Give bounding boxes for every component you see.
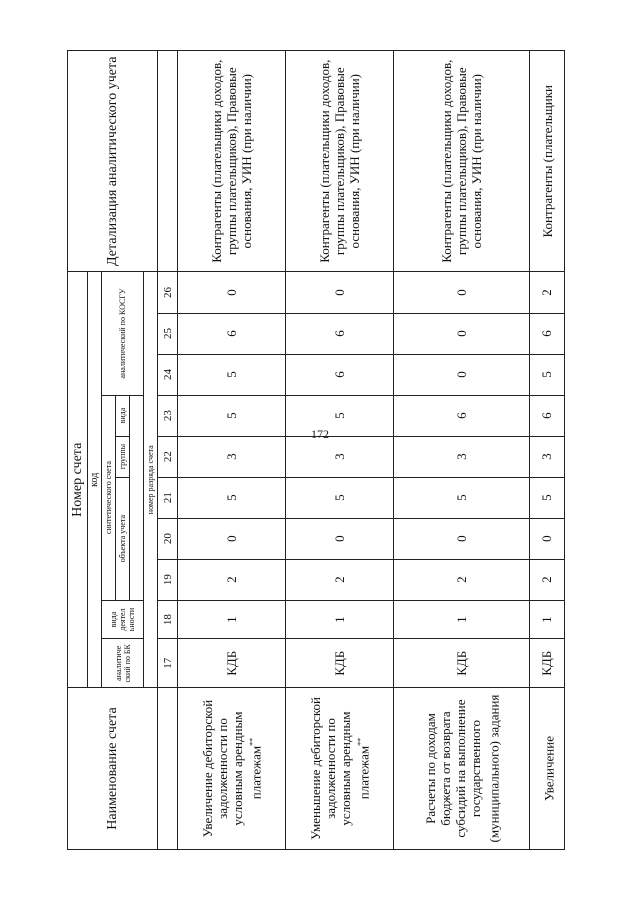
cell: КДБ [530,639,565,688]
cell: 3 [286,436,394,477]
header-analytic-kosgu: аналитический по КОСГУ [102,272,144,395]
cell: 0 [178,518,286,559]
header-synthetic: синтетического счета [102,395,116,600]
header-detail: Детализация аналитического учета [68,51,158,272]
cell: 0 [286,518,394,559]
header-digit-number: номер разряда счета [144,272,158,688]
table-row [530,51,565,850]
header-blank-detail [158,51,178,272]
header-empty-spacer [130,395,144,600]
cell: 3 [178,436,286,477]
cell: 6 [530,395,565,436]
row-detail: Контрагенты (плательщики [530,51,565,272]
cell: 5 [286,395,394,436]
digit-19: 19 [158,559,178,600]
cell: 6 [178,313,286,354]
row-detail: Контрагенты (плательщики доходов, группы плательщиков), Правовые основания, УИН (при наличии) [178,51,286,272]
digit-25: 25 [158,313,178,354]
cell: 2 [530,559,565,600]
digit-20: 20 [158,518,178,559]
cell: 0 [394,313,530,354]
cell: 0 [178,272,286,313]
page-number: 172 [311,427,329,441]
cell: 5 [530,354,565,395]
header-kind: вида [116,395,130,436]
cell: 2 [178,559,286,600]
header-name: Наименование счета [68,688,158,850]
cell: 6 [286,313,394,354]
digit-24: 24 [158,354,178,395]
cell: 0 [394,354,530,395]
header-code: код [88,272,102,688]
table-row [394,51,530,850]
row-name: Расчеты по доходам бюджета от возврата субсидий на выполнение государственного (муниципального) задания [394,688,530,850]
table-row [286,51,394,850]
cell: 5 [178,477,286,518]
digit-17: 17 [158,639,178,688]
cell: 0 [286,272,394,313]
header-object: объекта учета [116,477,130,600]
cell: 5 [530,477,565,518]
cell: 5 [286,477,394,518]
header-analytic-bk: аналитиче ский по БК [102,639,144,688]
digit-26: 26 [158,272,178,313]
cell: 1 [286,600,394,639]
cell: КДБ [178,639,286,688]
cell: 2 [286,559,394,600]
cell: 0 [394,272,530,313]
cell: КДБ [394,639,530,688]
cell: КДБ [286,639,394,688]
header-group: группы [116,436,130,477]
cell: 1 [530,600,565,639]
cell: 0 [530,518,565,559]
header-account-number: Номер счета [68,272,88,688]
cell: 6 [286,354,394,395]
digit-22: 22 [158,436,178,477]
row-detail: Контрагенты (плательщики доходов, группы плательщиков), Правовые основания, УИН (при наличии) [394,51,530,272]
cell: 5 [178,354,286,395]
row-name: Увеличение [530,688,565,850]
cell: 5 [394,477,530,518]
cell: 6 [394,395,530,436]
cell: 3 [394,436,530,477]
header-blank [158,688,178,850]
row-name: Увеличение дебиторской задолженности по условным арендным платежам** [178,688,286,850]
cell: 1 [394,600,530,639]
rotated-table-wrapper [67,50,565,850]
row-name: Уменьшение дебиторской задолженности по условным арендным платежам** [286,688,394,850]
digit-18: 18 [158,600,178,639]
digit-21: 21 [158,477,178,518]
cell: 1 [178,600,286,639]
cell: 0 [394,518,530,559]
digit-23: 23 [158,395,178,436]
cell: 6 [530,313,565,354]
cell: 3 [530,436,565,477]
cell: 2 [394,559,530,600]
row-detail: Контрагенты (плательщики доходов, группы плательщиков), Правовые основания, УИН (при наличии) [286,51,394,272]
accounts-table [67,50,565,850]
header-activity: вида деятел ьности [102,600,144,639]
table-row [178,51,286,850]
cell: 5 [178,395,286,436]
cell: 2 [530,272,565,313]
